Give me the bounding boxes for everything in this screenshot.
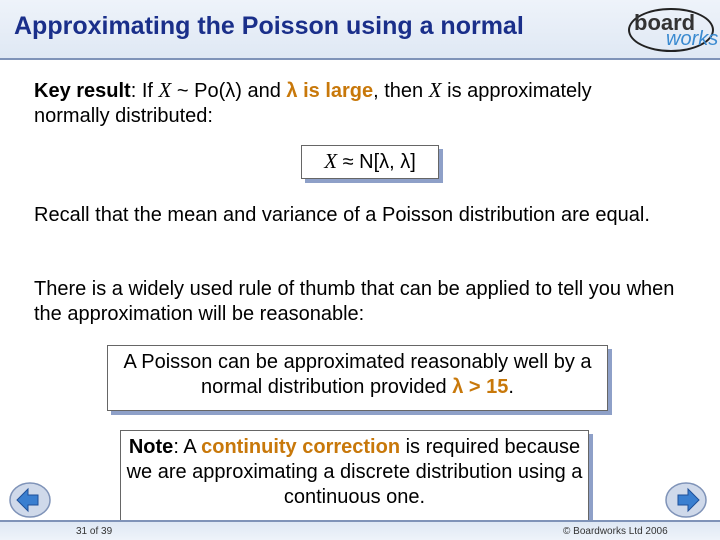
logo-word-works: works (666, 28, 719, 50)
logo-word-board: board (634, 10, 696, 35)
key-result-text: is approximately (441, 80, 592, 102)
page-number: 31 of 39 (76, 526, 113, 537)
right-arrow-icon[interactable] (664, 480, 708, 520)
header-divider (0, 58, 720, 60)
recall-paragraph: Recall that the mean and variance of a Poisson distribution are equal. (34, 204, 650, 226)
note-text: is required because we are approximating a discrete distribution using a continuous one. (126, 436, 583, 508)
lambda-condition: λ > 15 (452, 376, 509, 398)
lambda-large-highlight: λ is large (286, 80, 374, 102)
key-result-label: Key result (34, 80, 131, 102)
rule-text-end: . (508, 376, 514, 398)
key-result-text: ~ Po(λ) and (171, 80, 287, 102)
variable-x: X (428, 78, 442, 102)
continuity-correction-highlight: continuity correction (201, 436, 401, 458)
note-text: : A (173, 436, 202, 458)
rule-intro-paragraph: There is a widely used rule of thumb that can be applied to tell you when the approximation will be reasonable: (34, 278, 675, 325)
slide-title: Approximating the Poisson using a normal (14, 12, 524, 40)
formula-box (301, 145, 439, 179)
formula-variable: X (324, 149, 338, 173)
key-result-line2: normally distributed: (34, 105, 213, 127)
left-arrow-icon[interactable] (8, 480, 52, 520)
rule-text: A Poisson can be approximated reasonably well by a normal distribution provided (123, 351, 592, 398)
boardworks-logo (626, 4, 718, 58)
rule-of-thumb-box (107, 345, 608, 411)
key-result-text: : If (130, 80, 159, 102)
note-label: Note (128, 436, 174, 458)
key-result-text: , then (373, 80, 429, 102)
copyright-text: © Boardworks Ltd 2006 (563, 526, 668, 537)
key-result-paragraph (34, 78, 704, 129)
formula-expression: ≈ N[λ, λ] (337, 151, 416, 173)
variable-x: X (158, 78, 172, 102)
note-box (120, 430, 589, 522)
